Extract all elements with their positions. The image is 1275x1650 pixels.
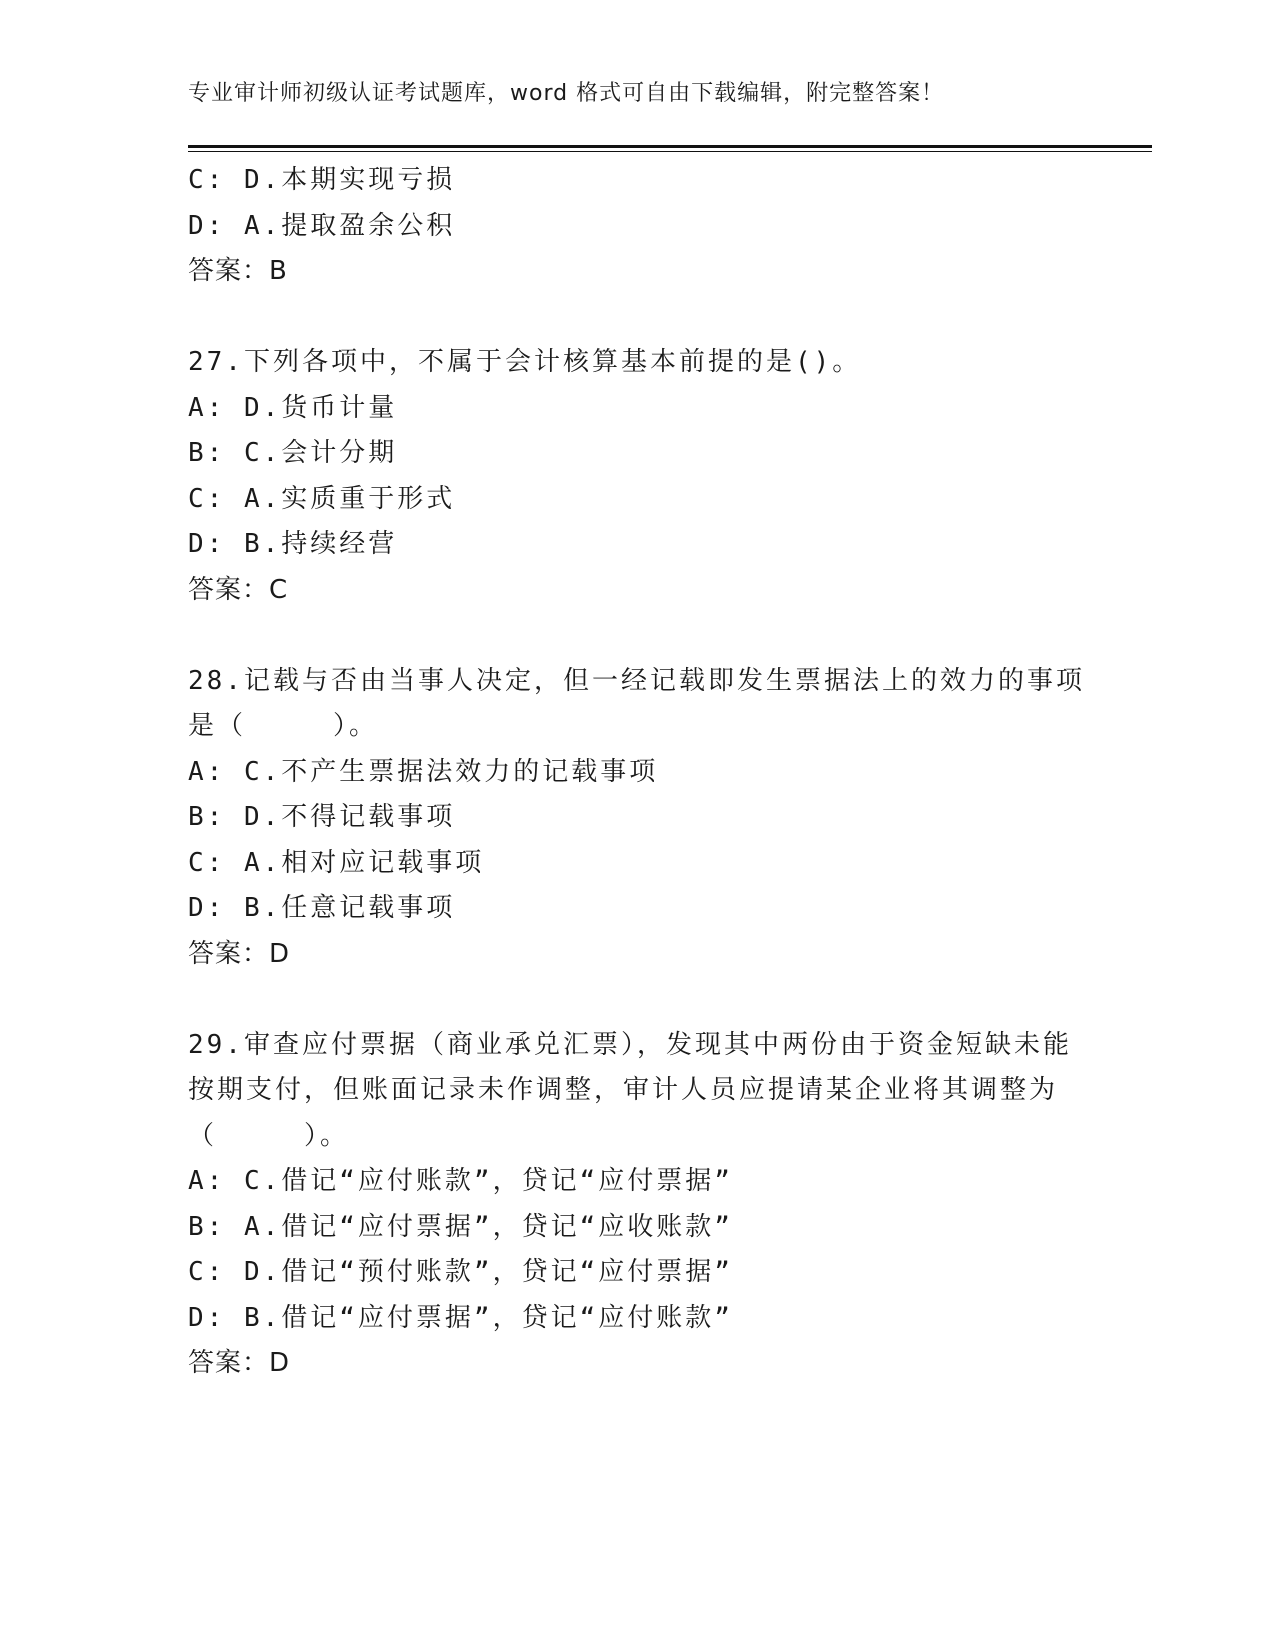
question-stem-cont: 是（ ）。 — [188, 711, 379, 741]
spacer — [188, 977, 1088, 1023]
option-b: B: D.不得记载事项 — [188, 802, 456, 832]
option-a: A: C.借记“应付账款”，贷记“应付票据” — [188, 1166, 733, 1196]
option-d: D: B.借记“应付票据”，贷记“应付账款” — [188, 1302, 733, 1333]
question-stem: 28.记载与否由当事人决定，但一经记载即发生票据法上的效力的事项 — [188, 665, 1085, 696]
option-a: A: D.货币计量 — [188, 392, 398, 423]
option-d: D: B.持续经营 — [188, 529, 398, 559]
question-26-continuation — [188, 158, 1088, 295]
option-d: D: A.提取盈余公积 — [188, 210, 456, 241]
header-rule-thick — [188, 145, 1152, 148]
option-b: B: C.会计分期 — [188, 438, 398, 468]
question-29 — [188, 1023, 1088, 1387]
question-stem-cont: （ ）。 — [188, 1120, 350, 1151]
answer-line: 答案：B — [188, 256, 288, 286]
option-c: C: D.借记“预付账款”，贷记“应付票据” — [188, 1257, 733, 1287]
answer-line: 答案：D — [188, 938, 291, 969]
option-d: D: B.任意记载事项 — [188, 893, 456, 923]
question-27 — [188, 340, 1088, 613]
spacer — [188, 613, 1088, 659]
question-stem: 29.审查应付票据（商业承兑汇票），发现其中两份由于资金短缺未能 — [188, 1029, 1072, 1060]
answer-line: 答案：D — [188, 1348, 291, 1378]
option-c: C: A.相对应记载事项 — [188, 847, 485, 878]
answer-line: 答案：C — [188, 574, 289, 605]
option-c: C: D.本期实现亏损 — [188, 165, 456, 195]
option-a: A: C.不产生票据法效力的记载事项 — [188, 756, 659, 787]
question-stem-cont: 按期支付，但账面记录未作调整，审计人员应提请某企业将其调整为 — [188, 1075, 1059, 1105]
question-28 — [188, 659, 1088, 978]
option-b: B: A.借记“应付票据”，贷记“应收账款” — [188, 1211, 733, 1242]
question-content — [188, 158, 1088, 1387]
header-rule-thin — [188, 151, 1152, 152]
question-stem: 27.下列各项中，不属于会计核算基本前提的是()。 — [188, 347, 862, 377]
option-c: C: A.实质重于形式 — [188, 483, 456, 514]
spacer — [188, 295, 1088, 341]
page-header: 专业审计师初级认证考试题库，word 格式可自由下载编辑，附完整答案！ — [188, 81, 945, 106]
